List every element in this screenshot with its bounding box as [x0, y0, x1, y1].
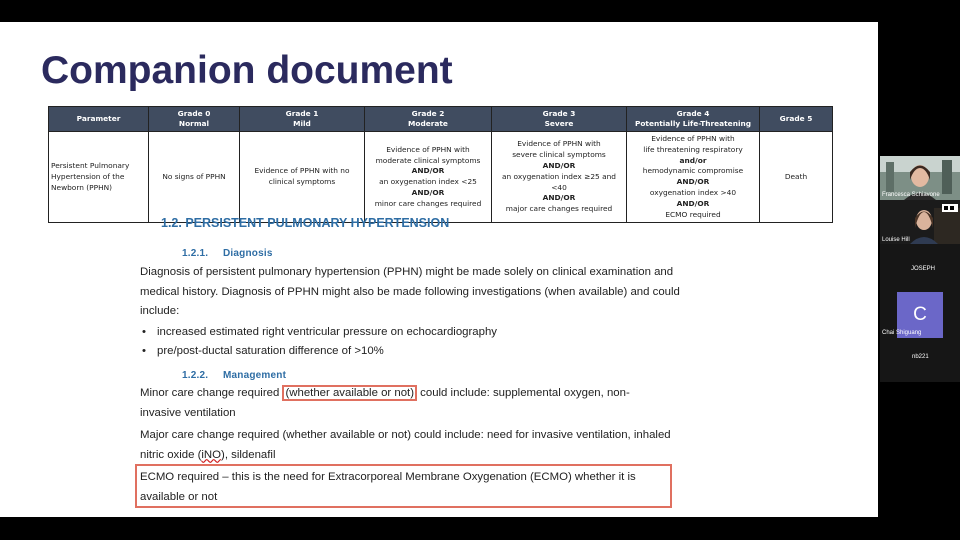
participant-video-tile[interactable]: [880, 156, 960, 200]
table-row: [49, 132, 833, 223]
annotation-highlight: (whether available or not): [282, 385, 417, 401]
participant-name: Francesca Schiavone: [882, 192, 940, 198]
header-grade-5: Grade 5: [760, 107, 833, 132]
diagnosis-subheading: 1.2.1. Diagnosis: [182, 248, 273, 259]
cell-grade-2: Evidence of PPHN with moderate clinical symptoms AND/OR an oxygenation index <25 AND/OR minor care changes required: [365, 132, 492, 223]
participants-panel: [880, 156, 960, 382]
management-subheading: 1.2.2. Management: [182, 370, 287, 381]
cell-grade-4: Evidence of PPHN with life threatening respiratory and/or hemodynamic compromise AND/OR oxygenation index >40 AND/OR ECMO required: [627, 132, 760, 223]
header-parameter: Parameter: [49, 107, 149, 132]
participant-name: JOSEPH: [911, 266, 936, 272]
shared-slide: [0, 22, 878, 517]
diagnosis-list: [140, 323, 497, 361]
ecmo-text: ECMO required – this is the need for Extracorporeal Membrane Oxygenation (ECMO) whether it is available or not: [140, 471, 636, 503]
list-item: • pre/post-ductal saturation difference of >10%: [140, 342, 497, 361]
avatar: C: [897, 292, 943, 338]
header-grade-3: Grade 3 Severe: [492, 107, 627, 132]
cell-parameter: Persistent Pulmonary Hypertension of the Newborn (PPHN): [49, 132, 149, 223]
cell-grade-3: Evidence of PPHN with severe clinical symptoms AND/OR an oxygenation index ≥25 and <40 AND/OR major care changes required: [492, 132, 627, 223]
section-heading: 1.2. PERSISTENT PULMONARY HYPERTENSION: [161, 216, 450, 230]
participant-tile[interactable]: [880, 338, 960, 382]
header-grade-2: Grade 2 Moderate: [365, 107, 492, 132]
participant-tile[interactable]: [880, 288, 960, 338]
participant-name: Louise Hill: [882, 237, 910, 243]
header-grade-0: Grade 0 Normal: [149, 107, 240, 132]
diagnosis-text: Diagnosis of persistent pulmonary hypertension (PPHN) might be made solely on clinical examination and medical history. Diagnosis of PPHN might also be made following investigations (when available) and could include:: [140, 266, 680, 317]
slide-title: Companion document: [41, 49, 453, 92]
table-header-row: [49, 107, 833, 132]
cell-grade-0: No signs of PPHN: [149, 132, 240, 223]
header-grade-1: Grade 1 Mild: [240, 107, 365, 132]
participant-name: Chai Shiguang: [882, 330, 922, 336]
grading-table: [48, 106, 833, 223]
cell-grade-5: Death: [760, 132, 833, 223]
list-item: • increased estimated right ventricular pressure on echocardiography: [140, 323, 497, 342]
participant-video-tile[interactable]: [880, 200, 960, 244]
cell-grade-1: Evidence of PPHN with no clinical symptoms: [240, 132, 365, 223]
participant-name: nb221: [912, 354, 929, 360]
participant-tile[interactable]: [880, 244, 960, 288]
minor-care-text: Minor care change required (whether available or not) could include: supplemental oxygen, non-invasive ventilation: [140, 387, 630, 419]
header-grade-4: Grade 4 Potentially Life-Threatening: [627, 107, 760, 132]
spellcheck-word: iNO: [201, 448, 222, 461]
major-care-text: Major care change required (whether available or not) could include: need for invasive ventilation, inhaled nitric oxide (iNO), sildenafil: [140, 429, 671, 461]
